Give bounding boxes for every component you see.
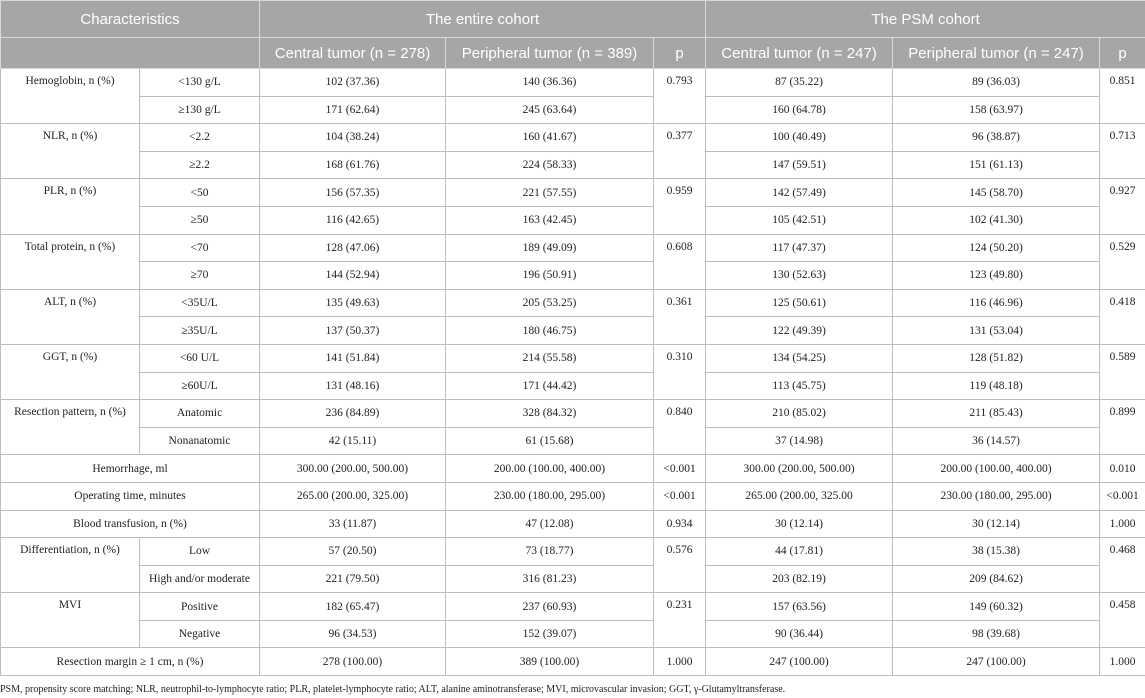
cell-peripheral-psm: 96 (38.87) xyxy=(893,124,1100,152)
table-row xyxy=(1,234,1145,262)
table-row xyxy=(1,400,1145,428)
table-row xyxy=(1,648,1145,676)
cell-peripheral-entire: 200.00 (100.00, 400.00) xyxy=(446,455,654,483)
cell-peripheral-psm: 151 (61.13) xyxy=(893,151,1100,179)
table-footnote: PSM, propensity score matching; NLR, neutrophil-to-lymphocyte ratio; PLR, platelet-lymphocyte ratio; ALT, alanine aminotransferase; MVI, microvascular invasion; GGT, γ-Glutamyltransferase. xyxy=(0,684,786,695)
sub-label: ≥2.2 xyxy=(140,151,260,179)
cell-peripheral-psm: 102 (41.30) xyxy=(893,206,1100,234)
cell-p-psm: 0.927 xyxy=(1100,179,1145,234)
cell-peripheral-entire: 196 (50.91) xyxy=(446,262,654,290)
sub-label: Positive xyxy=(140,593,260,621)
cell-peripheral-entire: 160 (41.67) xyxy=(446,124,654,152)
cell-central-entire: 137 (50.37) xyxy=(260,317,446,345)
cell-central-entire: 168 (61.76) xyxy=(260,151,446,179)
cell-peripheral-entire: 171 (44.42) xyxy=(446,372,654,400)
cell-p-psm: <0.001 xyxy=(1100,482,1145,510)
cell-p-entire: 0.934 xyxy=(654,510,706,538)
cell-central-entire: 182 (65.47) xyxy=(260,593,446,621)
table-row xyxy=(1,151,1145,179)
cell-p-entire: 1.000 xyxy=(654,648,706,676)
cell-central-psm: 37 (14.98) xyxy=(706,427,893,455)
sub-label: ≥130 g/L xyxy=(140,96,260,124)
cell-central-psm: 300.00 (200.00, 500.00) xyxy=(706,455,893,483)
cell-peripheral-psm: 145 (58.70) xyxy=(893,179,1100,207)
cell-central-entire: 144 (52.94) xyxy=(260,262,446,290)
cell-central-entire: 278 (100.00) xyxy=(260,648,446,676)
cell-peripheral-psm: 89 (36.03) xyxy=(893,69,1100,97)
cell-p-entire: <0.001 xyxy=(654,482,706,510)
cell-peripheral-entire: 189 (49.09) xyxy=(446,234,654,262)
cell-peripheral-psm: 30 (12.14) xyxy=(893,510,1100,538)
cell-central-entire: 141 (51.84) xyxy=(260,344,446,372)
cell-central-psm: 247 (100.00) xyxy=(706,648,893,676)
cell-peripheral-entire: 230.00 (180.00, 295.00) xyxy=(446,482,654,510)
cell-peripheral-psm: 131 (53.04) xyxy=(893,317,1100,345)
cell-p-psm: 0.899 xyxy=(1100,400,1145,455)
single-label: Hemorrhage, ml xyxy=(1,455,260,483)
cell-central-psm: 117 (47.37) xyxy=(706,234,893,262)
table-row xyxy=(1,69,1145,97)
table-row xyxy=(1,455,1145,483)
cell-central-entire: 33 (11.87) xyxy=(260,510,446,538)
cell-central-psm: 147 (59.51) xyxy=(706,151,893,179)
sub-label: Low xyxy=(140,538,260,566)
cell-p-psm: 0.589 xyxy=(1100,344,1145,399)
cell-peripheral-entire: 214 (55.58) xyxy=(446,344,654,372)
table-row xyxy=(1,427,1145,455)
sub-label: ≥70 xyxy=(140,262,260,290)
cell-peripheral-entire: 73 (18.77) xyxy=(446,538,654,566)
cell-central-entire: 131 (48.16) xyxy=(260,372,446,400)
table-row xyxy=(1,372,1145,400)
table-row xyxy=(1,482,1145,510)
table-row xyxy=(1,565,1145,593)
header-entire-cohort: The entire cohort xyxy=(260,1,706,38)
sub-label: Negative xyxy=(140,620,260,648)
table-row xyxy=(1,289,1145,317)
cell-p-psm: 0.418 xyxy=(1100,289,1145,344)
cell-peripheral-entire: 328 (84.32) xyxy=(446,400,654,428)
header-central-psm: Central tumor (n = 247) xyxy=(706,38,893,69)
cell-central-entire: 96 (34.53) xyxy=(260,620,446,648)
cell-peripheral-entire: 389 (100.00) xyxy=(446,648,654,676)
cell-p-entire: <0.001 xyxy=(654,455,706,483)
cell-peripheral-psm: 247 (100.00) xyxy=(893,648,1100,676)
sub-label: <60 U/L xyxy=(140,344,260,372)
cell-p-entire: 0.959 xyxy=(654,179,706,234)
group-label: GGT, n (%) xyxy=(1,344,140,399)
header-central-entire: Central tumor (n = 278) xyxy=(260,38,446,69)
cell-p-psm: 0.468 xyxy=(1100,538,1145,593)
cell-central-psm: 30 (12.14) xyxy=(706,510,893,538)
cell-p-psm: 0.458 xyxy=(1100,593,1145,648)
cell-p-entire: 0.840 xyxy=(654,400,706,455)
cell-central-psm: 142 (57.49) xyxy=(706,179,893,207)
cell-central-psm: 122 (49.39) xyxy=(706,317,893,345)
group-label: PLR, n (%) xyxy=(1,179,140,234)
header-psm-cohort: The PSM cohort xyxy=(706,1,1145,38)
cell-central-entire: 57 (20.50) xyxy=(260,538,446,566)
cell-peripheral-psm: 36 (14.57) xyxy=(893,427,1100,455)
header-blank xyxy=(1,38,260,69)
cell-central-entire: 156 (57.35) xyxy=(260,179,446,207)
cell-p-entire: 0.576 xyxy=(654,538,706,593)
cell-peripheral-psm: 149 (60.32) xyxy=(893,593,1100,621)
cell-peripheral-entire: 180 (46.75) xyxy=(446,317,654,345)
cell-central-entire: 102 (37.36) xyxy=(260,69,446,97)
header-peripheral-psm: Peripheral tumor (n = 247) xyxy=(893,38,1100,69)
cell-central-entire: 116 (42.65) xyxy=(260,206,446,234)
cell-p-entire: 0.377 xyxy=(654,124,706,179)
cell-p-entire: 0.361 xyxy=(654,289,706,344)
cell-peripheral-psm: 128 (51.82) xyxy=(893,344,1100,372)
table-row xyxy=(1,179,1145,207)
cell-central-psm: 160 (64.78) xyxy=(706,96,893,124)
cell-central-psm: 105 (42.51) xyxy=(706,206,893,234)
cell-peripheral-entire: 140 (36.36) xyxy=(446,69,654,97)
cell-p-psm: 0.010 xyxy=(1100,455,1145,483)
cell-peripheral-psm: 98 (39.68) xyxy=(893,620,1100,648)
cell-peripheral-psm: 38 (15.38) xyxy=(893,538,1100,566)
table-row xyxy=(1,317,1145,345)
sub-label: Nonanatomic xyxy=(140,427,260,455)
cell-peripheral-entire: 47 (12.08) xyxy=(446,510,654,538)
header-p-psm: p xyxy=(1100,38,1145,69)
cell-peripheral-psm: 200.00 (100.00, 400.00) xyxy=(893,455,1100,483)
cell-central-psm: 87 (35.22) xyxy=(706,69,893,97)
cell-p-psm: 0.851 xyxy=(1100,69,1145,124)
cell-peripheral-entire: 245 (63.64) xyxy=(446,96,654,124)
cell-central-psm: 134 (54.25) xyxy=(706,344,893,372)
cell-peripheral-entire: 221 (57.55) xyxy=(446,179,654,207)
cell-peripheral-entire: 224 (58.33) xyxy=(446,151,654,179)
cell-p-entire: 0.231 xyxy=(654,593,706,648)
cell-peripheral-psm: 119 (48.18) xyxy=(893,372,1100,400)
cell-p-psm: 0.713 xyxy=(1100,124,1145,179)
cell-peripheral-psm: 116 (46.96) xyxy=(893,289,1100,317)
cell-central-entire: 221 (79.50) xyxy=(260,565,446,593)
cell-central-psm: 203 (82.19) xyxy=(706,565,893,593)
cell-peripheral-entire: 61 (15.68) xyxy=(446,427,654,455)
group-label: Differentiation, n (%) xyxy=(1,538,140,593)
cell-central-entire: 236 (84.89) xyxy=(260,400,446,428)
cell-central-psm: 100 (40.49) xyxy=(706,124,893,152)
cell-central-psm: 210 (85.02) xyxy=(706,400,893,428)
table-row xyxy=(1,344,1145,372)
sub-label: ≥60U/L xyxy=(140,372,260,400)
table-row xyxy=(1,96,1145,124)
cell-peripheral-psm: 211 (85.43) xyxy=(893,400,1100,428)
sub-label: <50 xyxy=(140,179,260,207)
sub-label: <130 g/L xyxy=(140,69,260,97)
group-label: Total protein, n (%) xyxy=(1,234,140,289)
sub-label: ≥35U/L xyxy=(140,317,260,345)
group-label: MVI xyxy=(1,593,140,648)
cell-central-psm: 130 (52.63) xyxy=(706,262,893,290)
group-label: ALT, n (%) xyxy=(1,289,140,344)
group-label: NLR, n (%) xyxy=(1,124,140,179)
cell-central-entire: 300.00 (200.00, 500.00) xyxy=(260,455,446,483)
cell-peripheral-entire: 237 (60.93) xyxy=(446,593,654,621)
table-row xyxy=(1,124,1145,152)
single-label: Operating time, minutes xyxy=(1,482,260,510)
cell-p-psm: 1.000 xyxy=(1100,648,1145,676)
cell-peripheral-psm: 209 (84.62) xyxy=(893,565,1100,593)
cell-central-psm: 157 (63.56) xyxy=(706,593,893,621)
table-row xyxy=(1,206,1145,234)
cell-p-psm: 1.000 xyxy=(1100,510,1145,538)
cell-peripheral-psm: 230.00 (180.00, 295.00) xyxy=(893,482,1100,510)
cell-p-entire: 0.310 xyxy=(654,344,706,399)
cell-peripheral-entire: 316 (81.23) xyxy=(446,565,654,593)
cell-central-entire: 135 (49.63) xyxy=(260,289,446,317)
sub-label: <35U/L xyxy=(140,289,260,317)
cell-central-entire: 265.00 (200.00, 325.00) xyxy=(260,482,446,510)
cell-p-entire: 0.608 xyxy=(654,234,706,289)
cell-central-entire: 128 (47.06) xyxy=(260,234,446,262)
table-row xyxy=(1,510,1145,538)
cell-central-psm: 265.00 (200.00, 325.00 xyxy=(706,482,893,510)
header-p-entire: p xyxy=(654,38,706,69)
cell-central-psm: 44 (17.81) xyxy=(706,538,893,566)
sub-label: ≥50 xyxy=(140,206,260,234)
sub-label: <2.2 xyxy=(140,124,260,152)
sub-label: High and/or moderate xyxy=(140,565,260,593)
table-row xyxy=(1,538,1145,566)
cell-central-psm: 90 (36.44) xyxy=(706,620,893,648)
single-label: Resection margin ≥ 1 cm, n (%) xyxy=(1,648,260,676)
cell-peripheral-entire: 163 (42.45) xyxy=(446,206,654,234)
cell-central-entire: 171 (62.64) xyxy=(260,96,446,124)
sub-label: <70 xyxy=(140,234,260,262)
cell-peripheral-entire: 152 (39.07) xyxy=(446,620,654,648)
cell-central-entire: 42 (15.11) xyxy=(260,427,446,455)
cell-peripheral-psm: 124 (50.20) xyxy=(893,234,1100,262)
cell-central-psm: 113 (45.75) xyxy=(706,372,893,400)
group-label: Hemoglobin, n (%) xyxy=(1,69,140,124)
group-label: Resection pattern, n (%) xyxy=(1,400,140,455)
table-row xyxy=(1,593,1145,621)
single-label: Blood transfusion, n (%) xyxy=(1,510,260,538)
cell-peripheral-psm: 123 (49.80) xyxy=(893,262,1100,290)
cell-central-psm: 125 (50.61) xyxy=(706,289,893,317)
header-characteristics: Characteristics xyxy=(1,1,260,38)
cell-p-psm: 0.529 xyxy=(1100,234,1145,289)
sub-label: Anatomic xyxy=(140,400,260,428)
cell-peripheral-entire: 205 (53.25) xyxy=(446,289,654,317)
table-row xyxy=(1,620,1145,648)
header-peripheral-entire: Peripheral tumor (n = 389) xyxy=(446,38,654,69)
cell-peripheral-psm: 158 (63.97) xyxy=(893,96,1100,124)
cell-p-entire: 0.793 xyxy=(654,69,706,124)
table-row xyxy=(1,262,1145,290)
cell-central-entire: 104 (38.24) xyxy=(260,124,446,152)
